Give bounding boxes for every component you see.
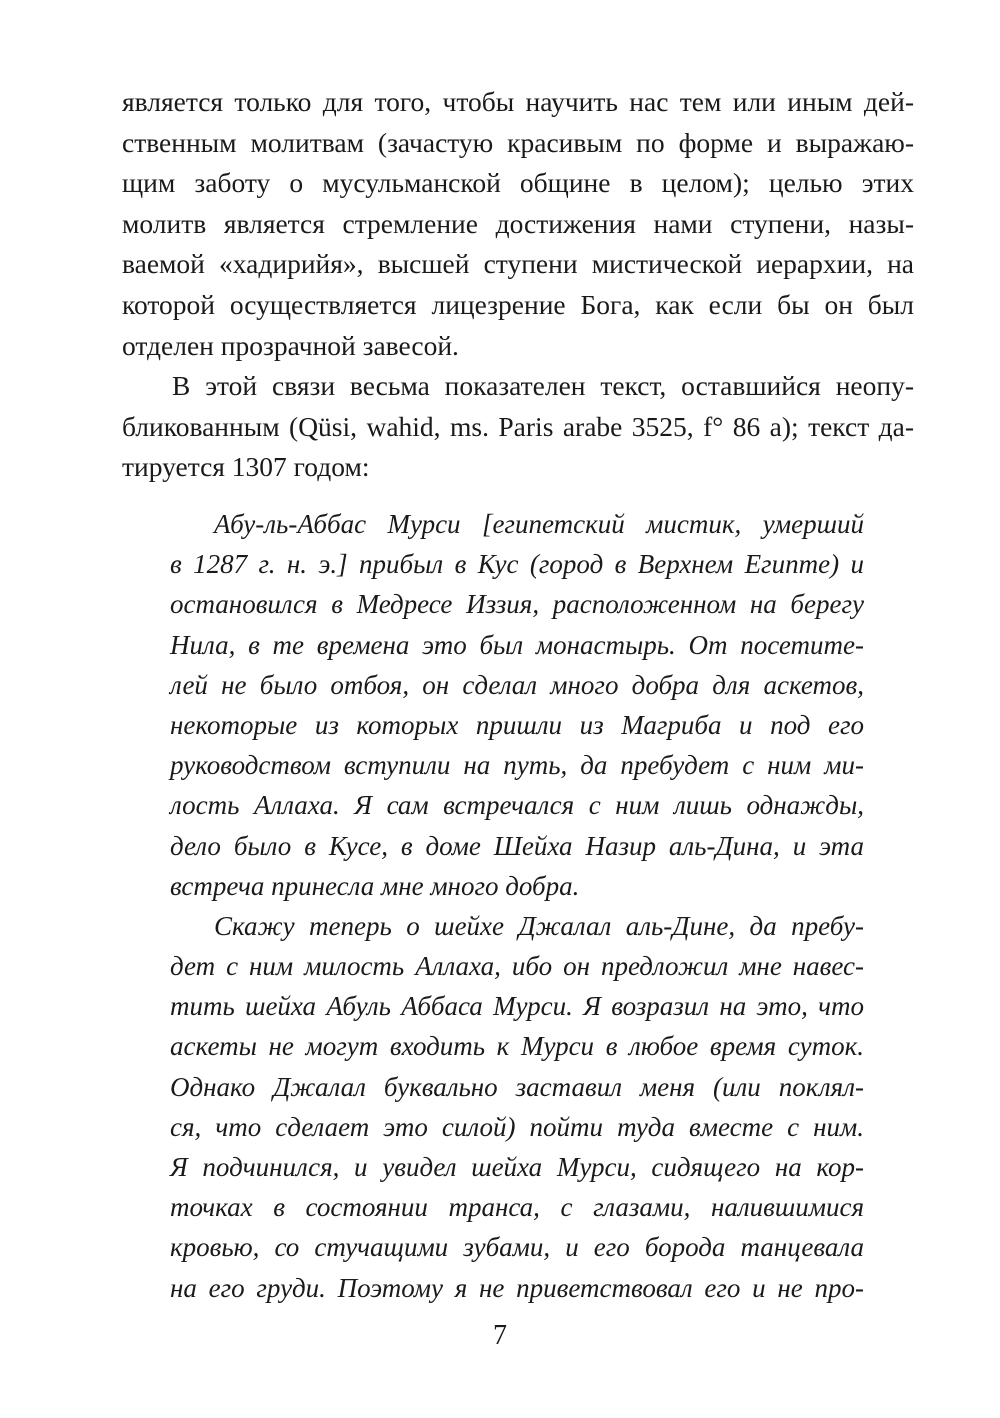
text-line: тируется 1307 годом: [122,451,370,483]
text-line: является только для того, чтобы научить нас тем или иным дей- [122,86,914,117]
body-text [122,82,914,488]
quote-line: на его груди. Поэтому я не приветствовал его и не про- [170,1272,864,1303]
text-line: которой осуществляется лицезрение Бога, как если бы он был [122,288,914,320]
quote-line: лость Аллаха. Я сам встречался с ним лишь однажды, [170,790,864,821]
quote-line: точках в состоянии транса, с глазами, налившимися [170,1192,864,1223]
text-line: В этой связи весьма показателен текст, оставшийся неопу- [172,370,914,402]
quote-line: Абу-ль-Аббас Мурси [египетский мистик, умерший [214,509,864,539]
quote-line: руководством вступили на путь, да пребудет с ним ми- [170,750,864,781]
text-line: щим заботу о мусульманской общине в целом); целью этих [122,167,914,199]
quote-line: некоторые из которых пришли из Магриба и под его [170,709,864,740]
quote-line: ся, что сделает это силой) пойти туда вместе с ним. [170,1111,864,1142]
quote-line: остановился в Медресе Иззия, расположенном на берегу [170,589,864,620]
text-line: ственным молитвам (зачастую красивым по форме и выражаю- [122,126,914,158]
text-line: бликованным (Qüsi, wahid, ms. Paris arabe 3525, f° 86 a); текст да- [122,410,914,442]
quote-line: аскеты не могут входить к Мурси в любое время суток. [170,1031,864,1062]
quote-line: дет с ним милость Аллаха, ибо он предложил мне навес- [170,951,864,982]
quote-line: Нила, в те времена это был монастырь. От посетите- [170,629,864,660]
text-line: отделен прозрачной завесой. [122,329,459,361]
quote-line: лей не было отбоя, он сделал много добра для аскетов, [170,669,864,700]
text-line: молитв является стремление достижения нами ступени, назы- [122,207,914,239]
quote-line: встреча принесла мне много добра. [170,870,580,901]
block-quote [170,504,864,1308]
quote-line: тить шейха Абуль Аббаса Мурси. Я возразил на это, что [170,991,864,1022]
quote-line: Скажу теперь о шейхе Джалал аль-Дине, да пребу- [214,910,864,941]
quote-line: кровью, со стучащими зубами, и его борода танцевала [170,1232,864,1263]
quote-line: дело было в Кусе, в доме Шейха Назир аль-Дина, и эта [170,830,864,861]
text-line: ваемой «хадирийя», высшей ступени мистической иерархии, на [122,248,914,280]
quote-line: в 1287 г. н. э.] прибыл в Кус (город в Верхнем Египте) и [170,549,864,580]
page-number: 7 [493,1320,507,1351]
quote-line: Однако Джалал буквально заставил меня (или поклял- [170,1071,864,1102]
quote-line: Я подчинился, и увидел шейха Мурси, сидящего на кор- [170,1152,864,1182]
